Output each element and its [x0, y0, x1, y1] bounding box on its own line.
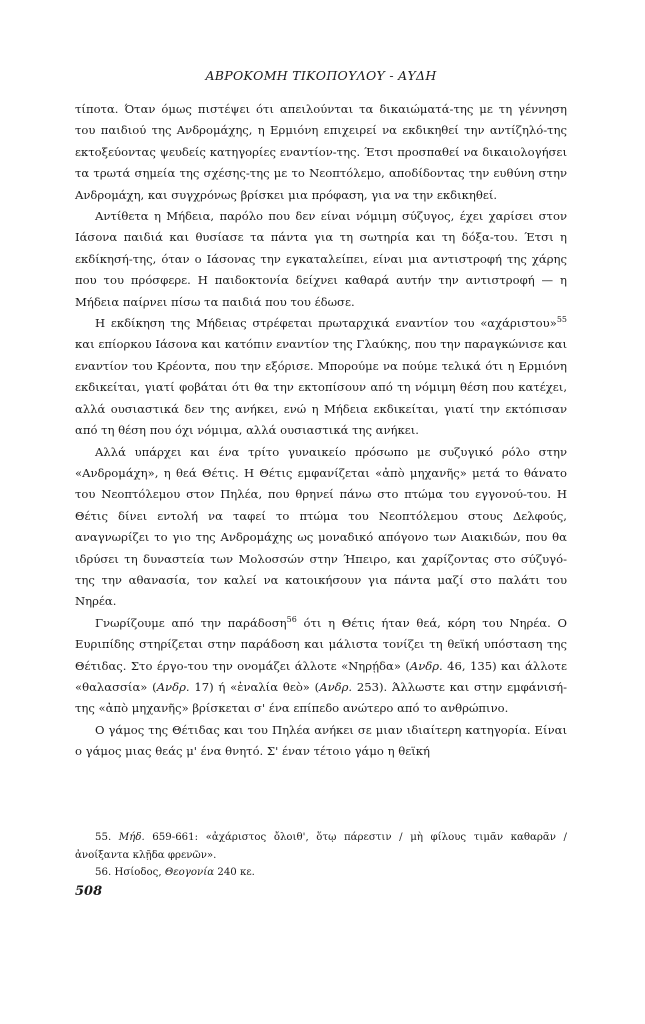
- body-text: [75, 99, 567, 763]
- running-head: ΑΒΡΟΚΟΜΗ ΤΙΚΟΠΟΥΛΟΥ - ΑΥΔΗ: [205, 68, 437, 83]
- text-run: Αντίθετα η Μήδεια, παρόλο που δεν είναι νόμιμη σύζυγος, έχει χαρίσει στον Ιάσονα παιδιά και θυσίασε τα πάντα για τη σωτηρία και τη δόξα-του. Έτσι η εκδίκησή-της, όταν ο Ιάσονας την εγκαταλείπει, είναι μια αντιστροφή της χάρης που του πρόσφερε. Η παιδοκτονία δείχνει καθαρά αυτήν την αντιστροφή — η Μήδεια παίρνει πίσω τα παιδιά που του έδωσε.: [75, 209, 567, 309]
- footnotes: [75, 829, 567, 882]
- italic-text: Ανδρ.: [319, 679, 353, 694]
- italic-text: Ανδρ.: [156, 679, 190, 694]
- paragraph: [75, 720, 567, 763]
- paragraph: [75, 613, 567, 720]
- text-run: 56. Ησίοδος,: [95, 867, 165, 878]
- text-run: 253). Άλλωστε και στην εμφάνισή-της «ἀπὸ μηχανῆς» βρίσκεται σ' ένα επίπεδο ανώτερο από το ανθρώπινο.: [75, 679, 567, 716]
- text-run: 240 κε.: [214, 867, 255, 878]
- text-run: Γνωρίζουμε από την παράδοση: [95, 615, 287, 630]
- paragraph: [75, 99, 567, 206]
- text-run: 17) ή «ἐναλία θεὸ» (: [189, 679, 320, 694]
- text-run: 46, 135) και άλλοτε «θαλασσία» (: [75, 658, 567, 694]
- footnote: [75, 829, 567, 864]
- italic-text: Ανδρ.: [409, 658, 443, 673]
- paragraph: [75, 313, 567, 441]
- book-page: [75, 0, 567, 1024]
- text-run: Ο γάμος της Θέτιδας και του Πηλέα ανήκει σε μιαν ιδιαίτερη κατηγορία. Είναι ο γάμος μιας θεάς μ' ένα θνητό. Σ' έναν τέτοιο γάμο η θεϊκή: [75, 722, 567, 759]
- footnote: [75, 864, 567, 882]
- italic-text: Μήδ.: [118, 832, 145, 843]
- italic-text: Θεογονία: [164, 867, 215, 878]
- text-run: ότι η Θέτις ήταν θεά, κόρη του Νηρέα. Ο Ευριπίδης στηρίζεται στην παράδοση και μάλιστα τονίζει τη θεϊκή υπόσταση της Θέτιδας. Στο έργο-του την ονομάζει άλλοτε «Νηρῄδα» (: [75, 615, 567, 673]
- text-run: και επίορκου Ιάσονα και κατόπιν εναντίον της Γλαύκης, που την παραγκώνισε και εναντίον του Κρέοντα, που την εξόρισε. Μπορούμε να πούμε τελικά ότι η Ερμιόνη εκδικείται, γιατί φοβάται ότι θα την εκτοπίσουν από τη νόμιμη θέση που κατέχει, αλλά ουσιαστικά δεν της ανήκει, ενώ η Μήδεια εκδικείται, γιατί την εκτόπισαν από τη θέση που όχι νόμιμα, αλλά ουσιαστικά της ανήκει.: [75, 337, 567, 438]
- footnote-ref[interactable]: 56: [286, 614, 297, 624]
- footnote-ref[interactable]: 55: [556, 315, 567, 325]
- text-run: Αλλά υπάρχει και ένα τρίτο γυναικείο πρόσωπο με συζυγικό ρόλο στην «Ανδρομάχη», η θεά Θέτις. Η Θέτις εμφανίζεται «ἀπὸ μηχανῆς» μετά το θάνατο του Νεοπτόλεμου στον Πηλέα, που θρηνεί πάνω στο πτώμα του εγγονού-του. Η Θέτις δίνει εντολή να ταφεί το πτώμα του Νεοπτόλεμου στους Δελφούς, αναγνωρίζει το γιο της Ανδρομάχης ως μοναδικό απόγονο των Αιακιδών, που θα ιδρύσει τη δυναστεία των Μολοσσών στην Ήπειρο, και χαρίζοντας στο σύζυγό-της την αθανασία, τον καλεί να κατοικήσουν για πάντα μαζί στο παλάτι του Νηρέα.: [75, 444, 567, 609]
- paragraph: [75, 206, 567, 313]
- text-run: τίποτα. Όταν όμως πιστέψει ότι απειλούνται τα δικαιώματά-της με τη γέννηση του παιδιού της Ανδρομάχης, η Ερμιόνη επιχειρεί να εκδικηθεί την αντίζηλό-της εκτοξεύοντας ψευδείς κατηγορίες εναντίον-της. Έτσι προσπαθεί να δικαιολογήσει τα τρωτά σημεία της σχέσης-της με το Νεοπτόλεμο, αποδίδοντας την ευθύνη στην Ανδρομάχη, και συγχρόνως βρίσκει μια πρόφαση, για να την εκδικηθεί.: [75, 102, 567, 202]
- page-number: 508: [75, 884, 103, 899]
- text-run: 659-661: «ἀχάριστος ὄλοιθ', ὅτῳ πάρεστιν / μὴ φίλους τιμᾶν καθαρᾶν / ἀνοίξαντα κλῇδα φρενῶν».: [75, 832, 567, 861]
- text-run: 55.: [95, 832, 119, 843]
- text-run: Η εκδίκηση της Μήδειας στρέφεται πρωταρχικά εναντίον του «αχάριστου»: [95, 316, 557, 331]
- paragraph: [75, 442, 567, 613]
